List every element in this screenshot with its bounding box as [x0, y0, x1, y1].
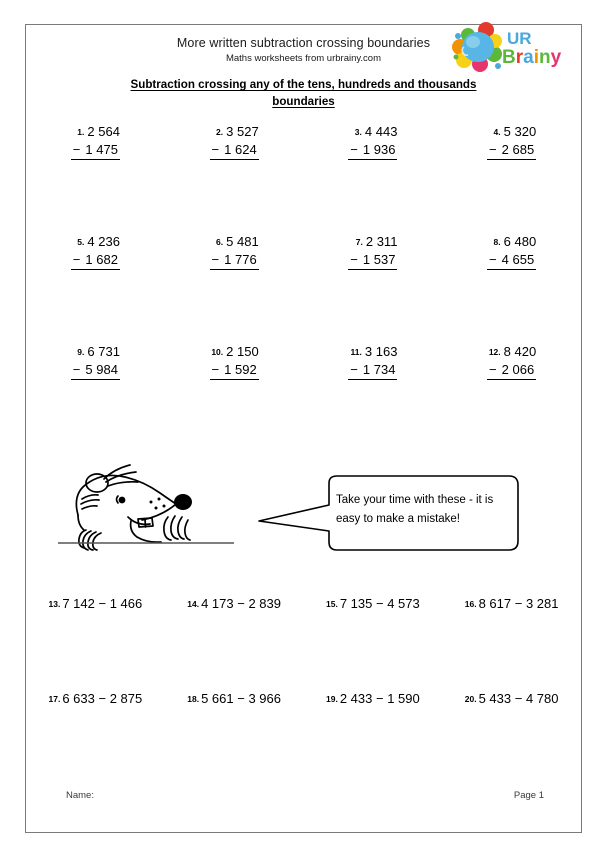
- question-5: [71, 233, 120, 343]
- minuend-value: 4 443: [364, 124, 398, 139]
- sum-cell: [442, 343, 581, 453]
- sum-cell: [304, 343, 443, 453]
- sum-cell: [26, 123, 165, 233]
- subtrahend-value: 1 537: [362, 251, 396, 267]
- logo-wordmark: [450, 21, 575, 75]
- question-number: 20.: [464, 693, 477, 704]
- subtrahend-value: 1 936: [362, 141, 396, 157]
- urbrainy-logo: [450, 21, 575, 75]
- question-2: [210, 123, 259, 233]
- minuend-line: [210, 123, 259, 141]
- minuend-value: 6 731: [87, 344, 120, 359]
- minuend-value: 5 320: [503, 124, 537, 139]
- question-9: [71, 343, 120, 453]
- cartoon-section: [56, 450, 526, 570]
- mouse-icon: [56, 455, 236, 565]
- question-number: 7.: [355, 236, 363, 247]
- minus-operator: −: [211, 361, 220, 377]
- subtrahend-value: 1 776: [224, 251, 257, 267]
- worksheet-subtitle: [26, 77, 581, 110]
- name-label: Name:: [66, 790, 94, 801]
- expression: 5 661 − 3 966: [201, 691, 281, 706]
- minus-operator: −: [350, 141, 358, 157]
- minuend-value: 4 236: [87, 234, 120, 249]
- minuend-value: 2 311: [365, 234, 398, 249]
- subtrahend-value: 1 592: [224, 361, 257, 377]
- question-number: 10.: [211, 346, 224, 357]
- question-4: [487, 123, 536, 233]
- question-number: 15.: [326, 598, 338, 609]
- minus-operator: −: [211, 251, 220, 267]
- subtrahend-value: 4 655: [501, 251, 535, 267]
- minus-operator: −: [489, 251, 497, 267]
- question-number: 4.: [493, 126, 501, 137]
- sum-cell: [165, 123, 304, 233]
- column-sums-section: [26, 123, 581, 453]
- minuend-line: [487, 343, 536, 361]
- subtrahend-line: [487, 361, 536, 380]
- sum-row: [26, 123, 581, 233]
- worksheet-page: [25, 24, 582, 833]
- subtrahend-value: 2 685: [501, 141, 535, 157]
- question-3: [348, 123, 397, 233]
- question-16: [442, 596, 581, 611]
- subtrahend-line: [71, 361, 120, 380]
- speech-bubble-text: Take your time with these - it is easy to make a mistake!: [336, 494, 494, 525]
- minuend-value: 6 480: [503, 234, 537, 249]
- sum-row: [26, 233, 581, 343]
- expression: 6 633 − 2 875: [62, 691, 143, 706]
- question-11: [348, 343, 397, 453]
- question-12: [487, 343, 536, 453]
- expression: 5 433 − 4 780: [478, 691, 559, 706]
- expression: 8 617 − 3 281: [478, 596, 559, 611]
- question-10: [210, 343, 259, 453]
- page-footer: [26, 790, 581, 804]
- question-number: 16.: [464, 598, 477, 609]
- question-number: 13.: [48, 598, 61, 609]
- subtrahend-value: 1 624: [224, 141, 257, 157]
- question-number: 18.: [187, 693, 200, 704]
- minus-operator: −: [211, 141, 220, 157]
- page-title: More written subtraction crossing boundaries: [176, 36, 431, 50]
- minuend-line: [210, 343, 259, 361]
- minuend-line: [71, 123, 120, 141]
- logo-ur-text: UR: [507, 29, 532, 48]
- minuend-value: 3 527: [226, 124, 259, 139]
- sum-cell: [165, 233, 304, 343]
- sum-cell: [304, 233, 443, 343]
- minuend-line: [71, 233, 120, 251]
- expression: 4 173 − 2 839: [201, 596, 281, 611]
- subtrahend-value: 5 984: [85, 361, 118, 377]
- minuend-value: 5 481: [226, 234, 259, 249]
- question-number: 2.: [216, 126, 224, 137]
- sum-cell: [442, 123, 581, 233]
- page-tagline: Maths worksheets from urbrainy.com: [225, 53, 382, 64]
- subtrahend-line: [210, 141, 259, 160]
- question-19: [304, 691, 443, 706]
- minuend-value: 2 150: [226, 344, 259, 359]
- question-number: 17.: [48, 693, 61, 704]
- minuend-value: 3 163: [364, 344, 398, 359]
- question-13: [26, 596, 165, 611]
- question-number: 5.: [77, 236, 85, 247]
- minus-operator: −: [350, 251, 358, 267]
- subtrahend-line: [348, 251, 397, 270]
- expression: 7 142 − 1 466: [62, 596, 143, 611]
- question-17: [26, 691, 165, 706]
- sum-cell: [442, 233, 581, 343]
- subtrahend-value: 1 734: [362, 361, 396, 377]
- minuend-line: [487, 123, 536, 141]
- subtitle-line-2: boundaries: [272, 94, 335, 108]
- page-number-label: Page 1: [513, 790, 544, 801]
- question-number: 3.: [354, 126, 362, 137]
- subtrahend-value: 2 066: [501, 361, 535, 377]
- subtrahend-value: 1 475: [85, 141, 118, 157]
- minus-operator: −: [350, 361, 358, 377]
- sum-row: [26, 343, 581, 453]
- minus-operator: −: [72, 141, 81, 157]
- question-18: [165, 691, 304, 706]
- minus-operator: −: [72, 361, 81, 377]
- minuend-value: 2 564: [87, 124, 120, 139]
- expression: 2 433 − 1 590: [339, 691, 420, 706]
- expression: 7 135 − 4 573: [339, 596, 420, 611]
- question-15: [304, 596, 443, 611]
- minuend-line: [348, 343, 397, 361]
- horizontal-sums-row: [26, 596, 581, 611]
- subtrahend-line: [71, 251, 120, 270]
- horizontal-sums-row: [26, 691, 581, 706]
- question-20: [442, 691, 581, 706]
- question-1: [71, 123, 120, 233]
- minus-operator: −: [72, 251, 81, 267]
- question-number: 8.: [493, 236, 501, 247]
- minuend-line: [210, 233, 259, 251]
- question-number: 1.: [77, 126, 85, 137]
- subtrahend-line: [348, 141, 397, 160]
- minuend-line: [71, 343, 120, 361]
- minuend-line: [348, 123, 397, 141]
- subtrahend-line: [210, 251, 259, 270]
- mouse-nose: [174, 494, 192, 510]
- subtrahend-line: [487, 141, 536, 160]
- question-7: [348, 233, 397, 343]
- question-number: 9.: [77, 346, 85, 357]
- sum-cell: [304, 123, 443, 233]
- sum-cell: [165, 343, 304, 453]
- subtitle-line-1: Subtraction crossing any of the tens, hundreds and thousands: [130, 78, 477, 91]
- minus-operator: −: [489, 361, 497, 377]
- question-number: 6.: [216, 236, 224, 247]
- sum-cell: [26, 343, 165, 453]
- minuend-value: 8 420: [503, 344, 537, 359]
- question-14: [165, 596, 304, 611]
- mouse-eye: [119, 497, 126, 504]
- logo-brainy-text: Brainy: [502, 47, 562, 68]
- sum-cell: [26, 233, 165, 343]
- subtrahend-line: [210, 361, 259, 380]
- subtrahend-line: [71, 141, 120, 160]
- minus-operator: −: [489, 141, 497, 157]
- question-number: 11.: [350, 346, 362, 357]
- subtrahend-value: 1 682: [85, 251, 118, 267]
- subtrahend-line: [487, 251, 536, 270]
- question-number: 19.: [326, 693, 338, 704]
- minuend-line: [487, 233, 536, 251]
- subtrahend-line: [348, 361, 397, 380]
- minuend-line: [348, 233, 397, 251]
- question-number: 12.: [488, 346, 501, 357]
- question-6: [210, 233, 259, 343]
- question-8: [487, 233, 536, 343]
- question-number: 14.: [187, 598, 200, 609]
